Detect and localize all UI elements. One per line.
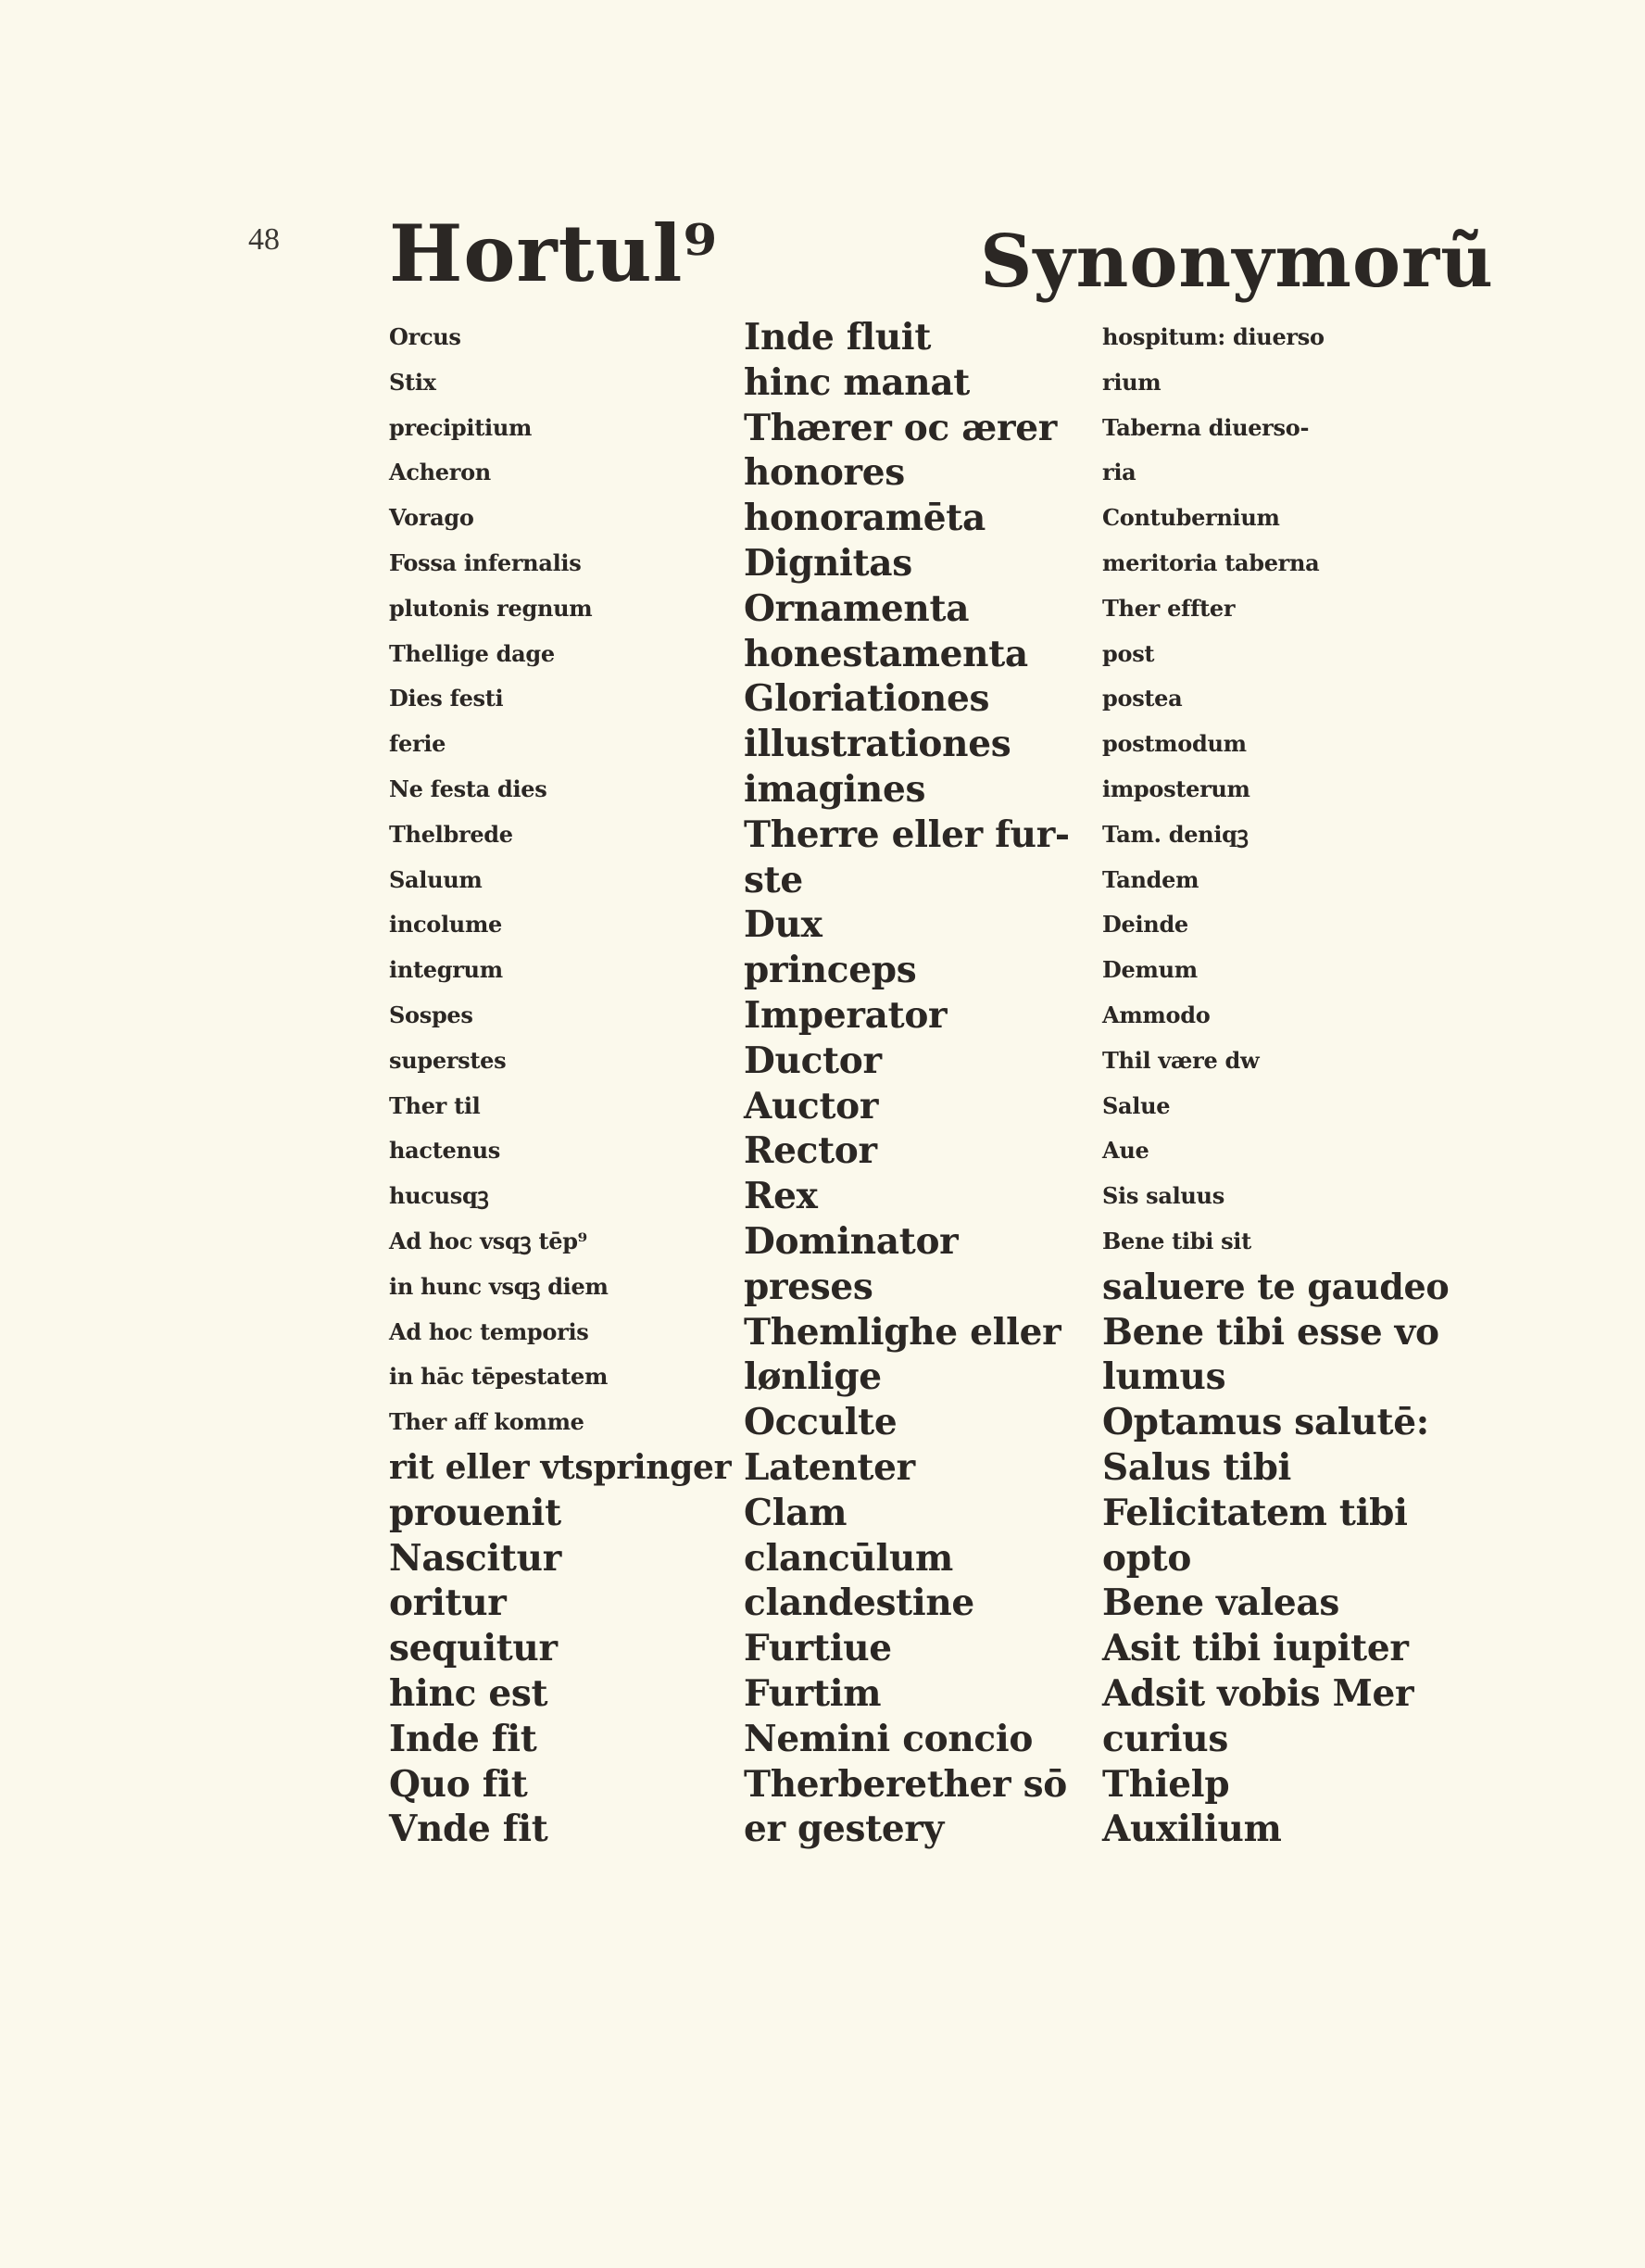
word-line: Sis saluus xyxy=(1102,1182,1224,1210)
word-line: post xyxy=(1102,639,1155,667)
word-line: Thelbrede xyxy=(389,820,513,848)
synonym-column-left xyxy=(389,315,731,1852)
word-line: rium xyxy=(1102,368,1162,396)
word-line: Auctor xyxy=(744,1084,879,1128)
word-line: Occulte xyxy=(744,1401,898,1444)
word-line: Salus tibi xyxy=(1102,1445,1292,1489)
word-line: Ther til xyxy=(389,1091,481,1119)
word-line: honoramēta xyxy=(744,497,986,540)
word-line: Ammodo xyxy=(1102,1001,1211,1028)
word-line: lønlige xyxy=(744,1355,882,1399)
synonym-column-middle xyxy=(744,315,1070,1852)
word-line: Tam. deniqꝫ xyxy=(1102,820,1249,848)
word-line: Orcus xyxy=(389,323,461,350)
word-line: incolume xyxy=(389,911,503,939)
word-line: Nascitur xyxy=(389,1536,561,1580)
word-line: hospitum: diuerso xyxy=(1102,323,1325,350)
word-line: Bene valeas xyxy=(1102,1581,1340,1625)
word-line: opto xyxy=(1102,1536,1192,1580)
word-line: Aue xyxy=(1102,1137,1149,1165)
word-line: Therre eller fur- xyxy=(744,813,1070,856)
word-line: lumus xyxy=(1102,1355,1226,1399)
word-line: Rector xyxy=(744,1129,877,1173)
word-line: Acheron xyxy=(389,459,491,486)
word-line: honores xyxy=(744,451,905,495)
word-line: Dignitas xyxy=(744,541,912,585)
word-line: integrum xyxy=(389,956,503,984)
word-line: Ne festa dies xyxy=(389,775,547,802)
word-line: saluere te gaudeo xyxy=(1102,1265,1450,1307)
word-line: rit eller vtspringer xyxy=(389,1447,732,1487)
page-number: 48 xyxy=(248,222,280,257)
word-line: Inde fit xyxy=(389,1717,537,1760)
word-line: Deinde xyxy=(1102,911,1188,939)
word-line: Nemini concio xyxy=(744,1717,1034,1760)
word-line: Asit tibi iupiter xyxy=(1102,1627,1409,1670)
running-title-right: Synonymorũ xyxy=(980,220,1494,304)
word-line: Clam xyxy=(744,1491,848,1534)
word-line: Adsit vobis Mer xyxy=(1102,1671,1414,1715)
word-line: hucusqꝫ xyxy=(389,1182,489,1210)
word-line: plutonis regnum xyxy=(389,594,593,622)
word-line: Tandem xyxy=(1102,865,1199,893)
word-line: clandestine xyxy=(744,1581,974,1625)
word-line: Taberna diuerso- xyxy=(1102,413,1310,441)
word-line: hactenus xyxy=(389,1137,500,1165)
word-line: Sospes xyxy=(389,1001,473,1028)
word-line: sequitur xyxy=(389,1627,558,1670)
word-line: hinc manat xyxy=(744,360,971,404)
synonym-column-right xyxy=(1102,315,1449,1852)
word-line: Quo fit xyxy=(389,1762,528,1806)
word-line: Latenter xyxy=(744,1445,915,1489)
word-line: Salue xyxy=(1102,1091,1171,1119)
word-line: Inde fluit xyxy=(744,316,932,359)
word-line: Dominator xyxy=(744,1219,959,1263)
word-line: ste xyxy=(744,858,803,901)
word-line: Saluum xyxy=(389,865,483,893)
word-line: Thærer oc ærer xyxy=(744,406,1057,449)
word-line: Fossa infernalis xyxy=(389,548,582,576)
word-line: postea xyxy=(1102,685,1183,712)
word-line: Dies festi xyxy=(389,685,504,712)
word-line: oritur xyxy=(389,1581,507,1625)
running-title-left: Hortul⁹ xyxy=(389,208,719,299)
word-line: Auxilium xyxy=(1102,1808,1282,1851)
word-line: postmodum xyxy=(1102,730,1247,758)
word-line: in hunc vsqꝫ diem xyxy=(389,1272,609,1300)
word-line: Contubernium xyxy=(1102,504,1280,532)
word-line: ferie xyxy=(389,730,446,758)
word-line: Rex xyxy=(744,1175,818,1218)
word-line: Felicitatem tibi xyxy=(1102,1491,1408,1534)
word-line: Optamus salutē: xyxy=(1102,1401,1429,1444)
word-line: meritoria taberna xyxy=(1102,548,1320,576)
word-line: Ad hoc temporis xyxy=(389,1317,589,1345)
word-line: Ornamenta xyxy=(744,586,970,630)
word-line: Dux xyxy=(744,903,822,947)
word-line: Gloriationes xyxy=(744,677,990,721)
word-line: ria xyxy=(1102,459,1136,486)
word-line: Thellige dage xyxy=(389,639,555,667)
word-line: imposterum xyxy=(1102,775,1250,802)
word-line: er gestery xyxy=(744,1808,945,1851)
word-line: Ductor xyxy=(744,1039,882,1082)
word-line: Therberether sō xyxy=(744,1762,1067,1806)
word-line: Bene tibi sit xyxy=(1102,1227,1251,1254)
word-line: Vnde fit xyxy=(389,1808,548,1851)
word-line: hinc est xyxy=(389,1671,548,1715)
word-line: Themlighe eller xyxy=(744,1310,1061,1354)
word-line: Ther effter xyxy=(1102,594,1236,622)
word-line: Imperator xyxy=(744,993,948,1037)
word-line: Stix xyxy=(389,368,436,396)
word-line: princeps xyxy=(744,949,917,992)
word-line: Furtiue xyxy=(744,1627,892,1670)
word-line: Ad hoc vsqꝫ tēp⁹ xyxy=(389,1227,587,1254)
word-line: Furtim xyxy=(744,1671,882,1715)
word-line: preses xyxy=(744,1265,873,1308)
word-line: precipitium xyxy=(389,413,533,441)
word-line: Demum xyxy=(1102,956,1198,984)
word-line: imagines xyxy=(744,767,926,811)
word-line: Vorago xyxy=(389,504,474,532)
word-line: clancūlum xyxy=(744,1536,954,1580)
word-line: Bene tibi esse vo xyxy=(1102,1310,1439,1354)
word-line: in hāc tēpestatem xyxy=(389,1363,609,1391)
word-line: Thielp xyxy=(1102,1762,1230,1806)
word-line: illustrationes xyxy=(744,723,1011,766)
word-line: curius xyxy=(1102,1717,1228,1760)
word-line: honestamenta xyxy=(744,632,1028,675)
word-line: prouenit xyxy=(389,1491,561,1534)
word-line: superstes xyxy=(389,1046,507,1074)
word-line: Thil være dw xyxy=(1102,1046,1260,1074)
word-line: Ther aff komme xyxy=(389,1408,584,1436)
